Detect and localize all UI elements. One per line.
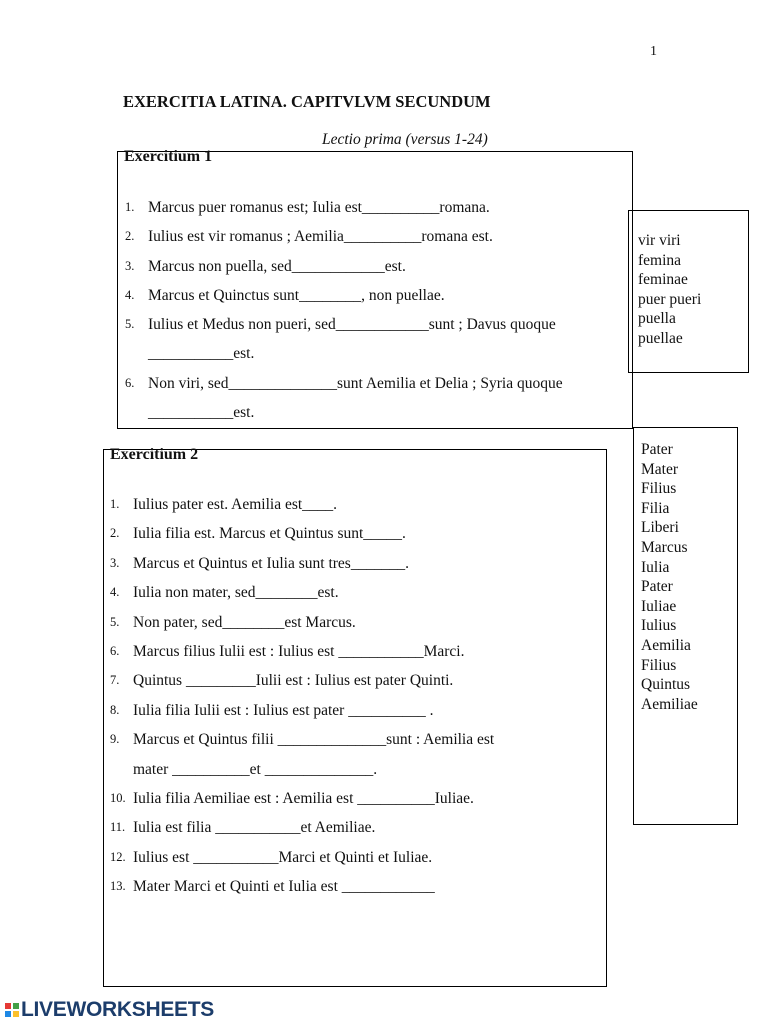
word-bank-word: Pater — [641, 441, 673, 458]
word-bank-word: Marcus — [641, 538, 688, 556]
sentence-line: Marcus et Quinctus sunt________, non puellae. — [148, 286, 445, 304]
exercise2-item-9 — [110, 729, 495, 788]
exercise2-item-5 — [110, 612, 494, 641]
exercise-2-heading: Exercitium 2 — [110, 446, 199, 463]
item-number: 6. — [125, 375, 135, 390]
logo-text: LIVEWORKSHEETS — [21, 998, 214, 1021]
exercise2-item-8 — [110, 700, 494, 729]
exercise-1-heading: Exercitium 1 — [124, 148, 213, 165]
item-number: 8. — [110, 702, 120, 717]
lesson-subtitle: Lectio prima (versus 1-24) — [322, 131, 488, 148]
logo-tile-yellow — [13, 1011, 19, 1017]
word-bank-word: vir viri — [638, 232, 681, 249]
item-number: 13. — [110, 879, 126, 894]
sentence-line: Iulia filia Iulii est : Iulius est pater __________ . — [133, 701, 434, 719]
sentence-line: Marcus non puella, sed____________est. — [148, 257, 406, 275]
sentence-line: Iulius et Medus non pueri, sed____________sunt ; Davus quoque — [148, 316, 556, 334]
logo-tile-red — [5, 1003, 11, 1009]
sentence-line: Mater Marci et Quinti et Iulia est ____________ — [133, 878, 435, 896]
liveworksheets-logo[interactable] — [5, 998, 214, 1022]
word-bank-word: Filia — [641, 499, 670, 517]
sentence-line: Non pater, sed________est Marcus. — [133, 613, 356, 631]
document-title: EXERCITIA LATINA. CAPITVLVM SECUNDUM — [123, 92, 491, 111]
item-number: 7. — [110, 673, 120, 688]
word-bank-1 — [638, 231, 701, 348]
item-number: 3. — [110, 555, 120, 570]
item-number: 2. — [125, 229, 135, 244]
word-bank-word: Liberi — [641, 519, 679, 537]
exercise2-item-7 — [110, 670, 494, 699]
sentence-line: mater __________et ______________. — [133, 760, 378, 778]
sentence-line: Non viri, sed______________sunt Aemilia et Delia ; Syria quoque — [148, 374, 563, 392]
item-number: 5. — [125, 317, 135, 332]
sentence-line: Marcus puer romanus est; Iulia est__________romana. — [148, 199, 490, 216]
sentence-line: Marcus et Quintus et Iulia sunt tres_______. — [133, 554, 409, 572]
sentence-line: Iulius est vir romanus ; Aemilia__________romana est. — [148, 228, 493, 246]
sentence-line: Iulia filia Aemiliae est : Aemilia est __________Iuliae. — [133, 789, 474, 807]
word-bank-word: Iuliae — [641, 597, 677, 615]
sentence-line: Marcus filius Iulii est : Iulius est ___________Marci. — [133, 642, 465, 660]
exercise2-item-12 — [110, 847, 494, 876]
item-number: 6. — [110, 643, 120, 658]
sentence-line: ___________est. — [148, 404, 255, 422]
item-number: 4. — [110, 585, 120, 600]
sentence-line: Iulius est ___________Marci et Quinti et Iuliae. — [133, 848, 433, 866]
exercise1-item-3 — [125, 256, 563, 285]
word-bank-word: puellae — [638, 329, 683, 347]
exercise1-item-4 — [125, 285, 563, 314]
sentence-line: ___________est. — [148, 345, 255, 363]
item-number: 12. — [110, 849, 126, 864]
item-number: 1. — [110, 497, 120, 511]
word-bank-word: Iulia — [641, 558, 670, 576]
exercise2-item-6 — [110, 641, 494, 670]
word-bank-word: feminae — [638, 271, 688, 288]
exercise2-item-13 — [110, 876, 494, 905]
item-number: 10. — [110, 790, 126, 805]
word-bank-word: Aemiliae — [641, 695, 698, 713]
exercise-2-list — [110, 494, 495, 905]
item-number: 3. — [125, 258, 135, 273]
word-bank-word: puella — [638, 310, 676, 327]
sentence-line: Iulius pater est. Aemilia est____. — [133, 496, 338, 513]
sentence-line: Iulia filia est. Marcus et Quintus sunt_____. — [133, 525, 406, 543]
logo-tile-green — [13, 1003, 19, 1009]
word-bank-word: Pater — [641, 578, 673, 596]
word-bank-word: femina — [638, 251, 682, 269]
word-bank-word: Aemilia — [641, 636, 691, 654]
word-bank-word: Filius — [641, 656, 677, 674]
exercise2-item-1 — [110, 494, 494, 523]
exercise1-item-6 — [125, 373, 563, 432]
item-number: 4. — [125, 287, 135, 302]
exercise2-item-4 — [110, 582, 494, 611]
sentence-line: Marcus et Quintus filii ______________sunt : Aemilia est — [133, 731, 495, 749]
item-number: 2. — [110, 526, 120, 541]
exercise2-item-2 — [110, 523, 494, 552]
word-bank-word: puer pueri — [638, 290, 702, 308]
item-number: 9. — [110, 732, 120, 747]
exercise1-item-1 — [125, 197, 563, 226]
exercise-1-list — [125, 197, 563, 431]
logo-tile-blue — [5, 1011, 11, 1017]
word-bank-word: Mater — [641, 460, 679, 478]
exercise1-item-5 — [125, 314, 563, 373]
exercise2-item-3 — [110, 553, 494, 582]
item-number: 5. — [110, 614, 120, 629]
word-bank-word: Quintus — [641, 676, 691, 694]
sentence-line: Quintus _________Iulii est : Iulius est pater Quinti. — [133, 672, 454, 690]
exercise2-item-10 — [110, 788, 494, 817]
exercise2-item-11 — [110, 817, 494, 846]
item-number: 1. — [125, 200, 135, 214]
sentence-line: Iulia est filia ___________et Aemiliae. — [133, 819, 376, 837]
item-number: 11. — [110, 820, 126, 835]
exercise1-item-2 — [125, 226, 563, 255]
word-bank-2 — [641, 440, 698, 714]
page-number: 1 — [650, 44, 657, 59]
word-bank-word: Iulius — [641, 617, 677, 635]
word-bank-word: Filius — [641, 480, 677, 498]
sentence-line: Iulia non mater, sed________est. — [133, 584, 339, 602]
liveworksheets-logo-icon — [5, 1003, 19, 1017]
